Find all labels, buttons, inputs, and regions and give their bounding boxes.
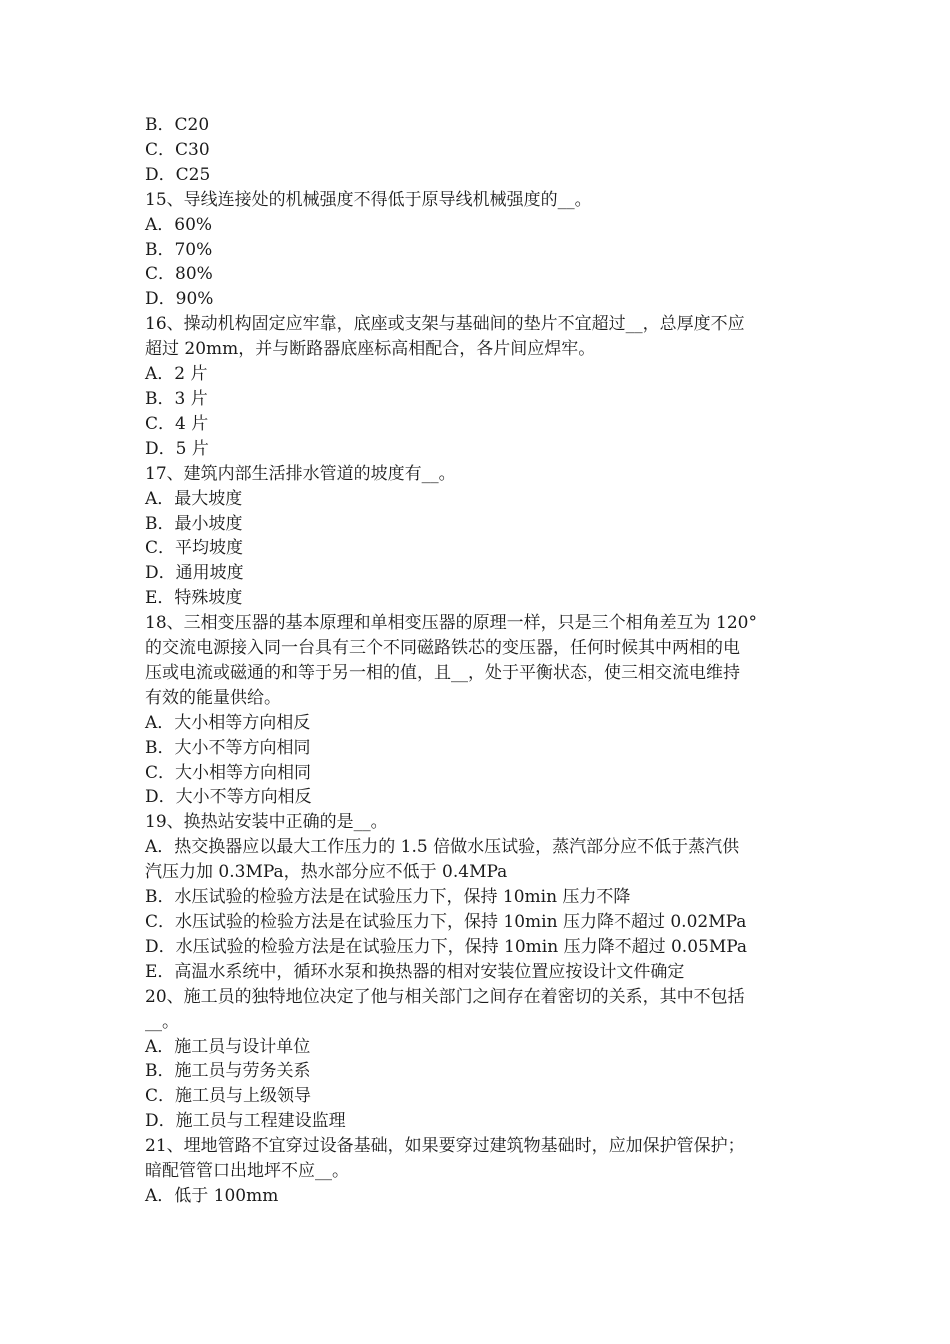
question-15: 15、导线连接处的机械强度不得低于原导线机械强度的__。 — [145, 189, 592, 210]
option-c-q16: C．4 片 — [145, 413, 209, 434]
option-b-q19: B．水压试验的检验方法是在试验压力下，保持 10min 压力不降 — [145, 887, 631, 908]
option-d-q17: D．通用坡度 — [145, 563, 244, 584]
question-20-line-2: __。 — [145, 1011, 179, 1032]
option-a-q20: A．施工员与设计单位 — [145, 1036, 311, 1057]
option-d-q14: D．C25 — [145, 164, 211, 185]
option-d-q20: D．施工员与工程建设监理 — [145, 1111, 346, 1132]
question-17: 17、建筑内部生活排水管道的坡度有__。 — [145, 463, 456, 484]
option-b-q18: B．大小不等方向相同 — [145, 737, 311, 758]
option-a-q16: A．2 片 — [145, 364, 208, 385]
question-18-line-2: 的交流电源接入同一台具有三个不同磁路铁芯的变压器，任何时候其中两相的电 — [145, 638, 740, 659]
option-d-q19: D．水压试验的检验方法是在试验压力下，保持 10min 压力降不超过 0.05MPa — [145, 936, 748, 957]
option-c-q14: C．C30 — [145, 139, 210, 160]
option-d-q15: D．90% — [145, 289, 214, 310]
question-18-line-3: 压或电流或磁通的和等于另一相的值，且__，处于平衡状态，使三相交流电维持 — [145, 662, 740, 683]
option-b-q20: B．施工员与劳务关系 — [145, 1061, 311, 1082]
option-a-q21: A．低于 100mm — [145, 1185, 279, 1206]
question-21-line-1: 21、埋地管路不宜穿过设备基础，如果要穿过建筑物基础时，应加保护管保护； — [145, 1136, 745, 1157]
option-c-q17: C．平均坡度 — [145, 538, 244, 559]
question-18-line-1: 18、三相变压器的基本原理和单相变压器的原理一样，只是三个相角差互为 120° — [145, 613, 757, 634]
option-d-q16: D．5 片 — [145, 438, 209, 459]
option-a-q19-line-1: A．热交换器应以最大工作压力的 1.5 倍做水压试验，蒸汽部分应不低于蒸汽供 — [145, 837, 740, 858]
option-b-q15: B．70% — [145, 239, 213, 260]
option-c-q20: C．施工员与上级领导 — [145, 1086, 312, 1107]
question-18-line-4: 有效的能量供给。 — [145, 687, 281, 708]
option-a-q18: A．大小相等方向相反 — [145, 712, 311, 733]
question-19: 19、换热站安装中正确的是__。 — [145, 812, 388, 833]
option-b-q17: B．最小坡度 — [145, 513, 243, 534]
option-e-q19: E．高温水系统中，循环水泵和换热器的相对安装位置应按设计文件确定 — [145, 961, 685, 982]
option-c-q18: C．大小相等方向相同 — [145, 762, 312, 783]
option-c-q19: C．水压试验的检验方法是在试验压力下，保持 10min 压力降不超过 0.02MPa — [145, 912, 747, 932]
question-20-line-1: 20、施工员的独特地位决定了他与相关部门之间存在着密切的关系，其中不包括 — [145, 986, 745, 1007]
question-16-line-2: 超过 20mm，并与断路器底座标高相配合，各片间应焊牢。 — [145, 339, 596, 360]
option-d-q18: D．大小不等方向相反 — [145, 787, 312, 808]
option-a-q17: A．最大坡度 — [145, 488, 243, 509]
option-b-q14: B．C20 — [145, 115, 210, 135]
question-21-line-2: 暗配管管口出地坪不应__。 — [145, 1161, 349, 1182]
option-b-q16: B．3 片 — [145, 388, 208, 409]
document-body — [145, 113, 815, 1209]
question-16-line-1: 16、操动机构固定应牢靠，底座或支架与基础间的垫片不宜超过__，总厚度不应 — [145, 314, 745, 335]
option-c-q15: C．80% — [145, 264, 213, 285]
option-a-q15: A．60% — [145, 214, 213, 235]
option-a-q19-line-2: 汽压力加 0.3MPa，热水部分应不低于 0.4MPa — [145, 862, 508, 883]
option-e-q17: E．特殊坡度 — [145, 588, 243, 609]
